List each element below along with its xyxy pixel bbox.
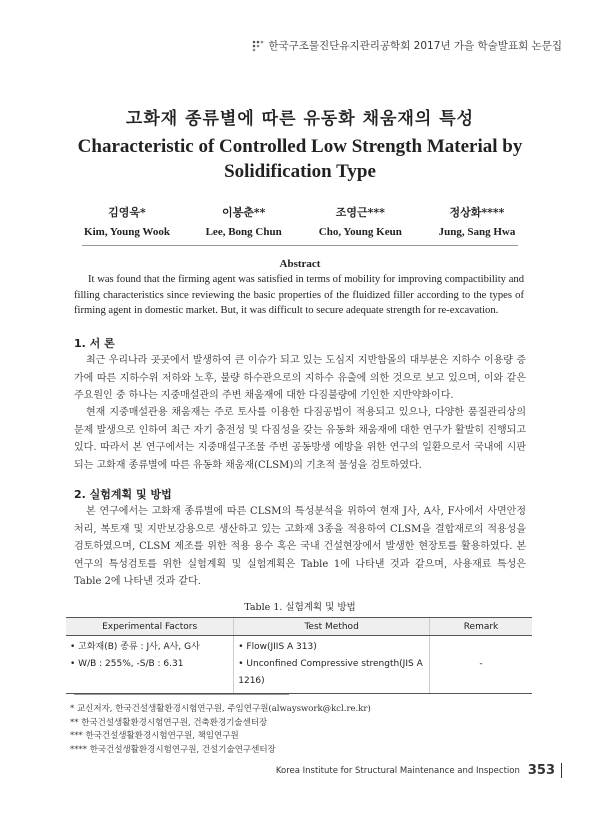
author-name-ko: 정상화**** (449, 206, 505, 219)
table-cell-factors (66, 636, 234, 694)
header-text: 한국구조물진단유지관리공학회 2017년 가을 학술발표회 논문집 (268, 40, 562, 52)
author-name-en: Lee, Bong Chun (205, 226, 282, 238)
page-footer (276, 763, 562, 778)
author-name-en: Kim, Young Wook (84, 226, 170, 238)
table-cell-methods (234, 636, 430, 694)
table-header-cell: Remark (429, 618, 532, 636)
footnote: ** 한국건설생활환경시험연구원, 건축환경기술센터장 (70, 717, 268, 728)
author-name-ko: 조영근*** (335, 206, 385, 219)
methods-paragraph: 본 연구에서는 고화재 종류별에 따른 CLSM의 특성분석을 위하여 현재 J사, A사, F사에서 사면안정처리, 복토재 및 지반보강용으로 생산하고 있는 고화재 3종을 적용하여 CLSM을 결합재로의 적용성을 검토하였으며, CLSM 제조를 위한 적용 용수 혹은 국내 건설현장에서 발생한 현장토를 활용하였다. 본 연구의 특성검토를 위한 실험계획 및 실험계획은 Table 1에 나타낸 것과 같으며, 사용재료 특성은 Table 2에 나타낸 것과 같다. (74, 506, 526, 587)
footnotes (70, 703, 371, 757)
author-1 (72, 204, 182, 238)
table-header-cell: Experimental Factors (66, 618, 234, 636)
footnote-rule (74, 694, 289, 695)
table-header-cell: Test Method (234, 618, 430, 636)
method-item: • Unconfined Compressive strength(JIS A 1216) (238, 659, 423, 686)
abstract-text: It was found that the firming agent was satisfied in terms of mobility for improving compactibility and filling characteristics since reviewing the basic properties of the fluidized filler according to the types of firming agent in domestic market. But, it was difficult to secure adequate strength for re-excavation. (74, 274, 524, 316)
intro-paragraph-2: 현재 지중매설관용 채움재는 주로 토사를 이용한 다짐공법이 적용되고 있으나, 다양한 품질관리상의 문제 발생으로 인하여 최근 자기 충전성 및 다짐성을 갖는 유동화 채움재에 대한 연구가 활발히 진행되고 있다. 따라서 본 연구에서는 지중매설구조물 주변 공동방생 예방을 위한 연구의 일환으로서 국내에 시판되는 고화재 종류별에 따른 유동화 채움재(CLSM)의 기초적 물성을 검토하였다. (74, 407, 526, 471)
title-korean: 고화재 종류별에 따른 유동화 채움재의 특성 (125, 109, 475, 129)
table-header-row (66, 618, 532, 636)
author-name-ko: 김영욱* (108, 206, 146, 219)
intro-paragraph-1: 최근 우리나라 곳곳에서 발생하여 큰 이슈가 되고 있는 도심지 지반함몰의 대부분은 지하수 이용량 증가에 따른 지하수위 저하와 노후, 불량 하수관으로의 지하수 유출에 의한 것으로 보고 있으며, 이와 같은 주요원인 중 하나는 지중매설관의 주변 채움재에 대한 다짐불량에 기인한 지반약화이다. (74, 355, 526, 401)
author-name-en: Cho, Young Keun (318, 226, 402, 238)
title-english-line2: Solidification Type (224, 161, 376, 182)
author-4 (422, 204, 532, 238)
abstract-heading: Abstract (279, 258, 321, 270)
experiment-table (66, 617, 532, 694)
table-cell-remark: - (429, 636, 532, 694)
section-heading-introduction: 1. 서 론 (74, 337, 115, 350)
footer-institution: Korea Institute for Structural Maintenance and Inspection (275, 765, 520, 776)
page-number: 353 (528, 763, 562, 778)
footnote: **** 한국건설생활환경시험연구원, 건설기술연구센터장 (70, 744, 276, 755)
footnote: *** 한국건설생활환경시험연구원, 책임연구원 (70, 731, 239, 741)
abstract-top-rule (82, 245, 518, 246)
society-logo-icon (252, 40, 264, 52)
author-name-en: Jung, Sang Hwa (438, 226, 516, 238)
footnote: * 교신저자, 한국건설생활환경시험연구원, 주임연구원(alwayswork@kcl.re.kr) (70, 704, 371, 714)
author-list (72, 204, 532, 238)
author-2 (189, 204, 299, 238)
table-caption: Table 1. 실험계획 및 방법 (244, 602, 356, 613)
title-english-line1: Characteristic of Controlled Low Strength Material by (77, 136, 523, 157)
table-row (66, 636, 532, 694)
factor-item: • 고화재(B) 종류 : J사, A사, G사 (70, 642, 200, 652)
method-item: • Flow(JIIS A 313) (238, 642, 317, 652)
author-name-ko: 이봉춘** (221, 206, 266, 219)
title-english (60, 134, 540, 184)
author-3 (305, 204, 415, 238)
section-heading-methods: 2. 실험계획 및 방법 (74, 488, 172, 501)
running-header (252, 38, 562, 53)
factor-item: • W/B : 255%, -S/B : 6.31 (70, 659, 184, 669)
